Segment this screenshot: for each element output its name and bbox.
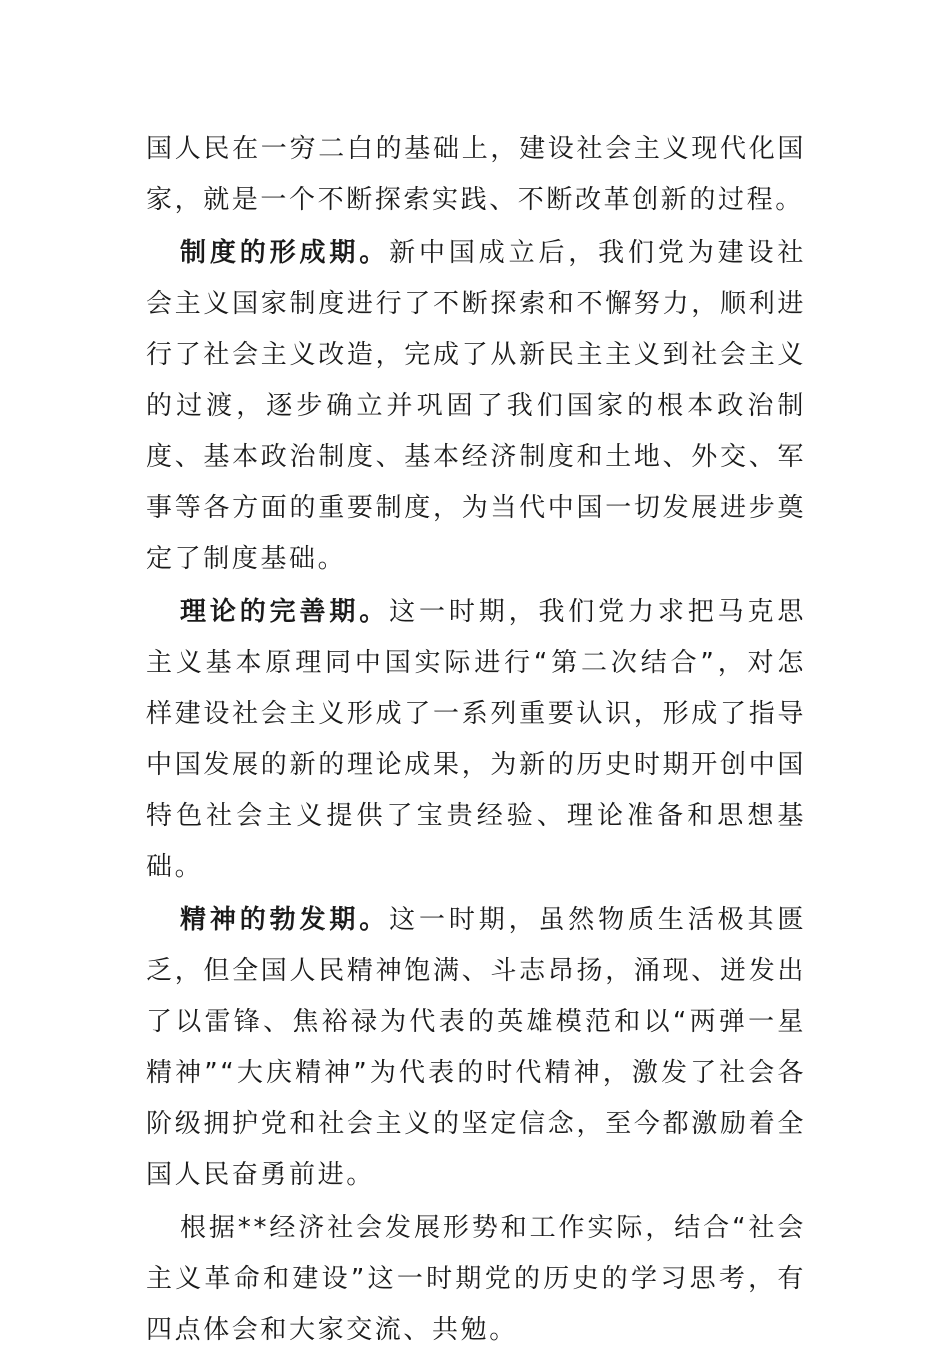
paragraph-continuation [146, 124, 806, 226]
paragraph-heading: 精神的勃发期。 [180, 905, 390, 935]
paragraph-spirit [146, 895, 806, 1201]
paragraph-conclusion [146, 1203, 806, 1356]
paragraph-theory [146, 587, 806, 893]
paragraph-text: 国人民在一穷二白的基础上，建设社会主义现代化国家，就是一个不断探索实践、不断改革创新的过程。 [146, 134, 806, 215]
paragraph-institution [146, 228, 806, 585]
paragraph-heading: 制度的形成期。 [180, 238, 390, 268]
paragraph-text: 根据**经济社会发展形势和工作实际，结合“社会主义革命和建设”这一时期党的历史的学习思考，有四点体会和大家交流、共勉。 [146, 1213, 806, 1345]
paragraph-text: 这一时期，我们党力求把马克思主义基本原理同中国实际进行“第二次结合”，对怎样建设社会主义形成了一系列重要认识，形成了指导中国发展的新的理论成果，为新的历史时期开创中国特色社会主义提供了宝贵经验、理论准备和思想基础。 [146, 597, 806, 882]
body-text [146, 124, 806, 1358]
paragraph-heading: 理论的完善期。 [180, 597, 390, 627]
paragraph-text: 新中国成立后，我们党为建设社会主义国家制度进行了不断探索和不懈努力，顺利进行了社会主义改造，完成了从新民主主义到社会主义的过渡，逐步确立并巩固了我们国家的根本政治制度、基本政治制度、基本经济制度和土地、外交、军事等各方面的重要制度，为当代中国一切发展进步奠定了制度基础。 [146, 238, 806, 574]
paragraph-text: 这一时期，虽然物质生活极其匮乏，但全国人民精神饱满、斗志昂扬，涌现、迸发出了以雷锋、焦裕禄为代表的英雄模范和以“两弹一星精神”“大庆精神”为代表的时代精神，激发了社会各阶级拥护党和社会主义的坚定信念，至今都激励着全国人民奋勇前进。 [146, 905, 806, 1190]
